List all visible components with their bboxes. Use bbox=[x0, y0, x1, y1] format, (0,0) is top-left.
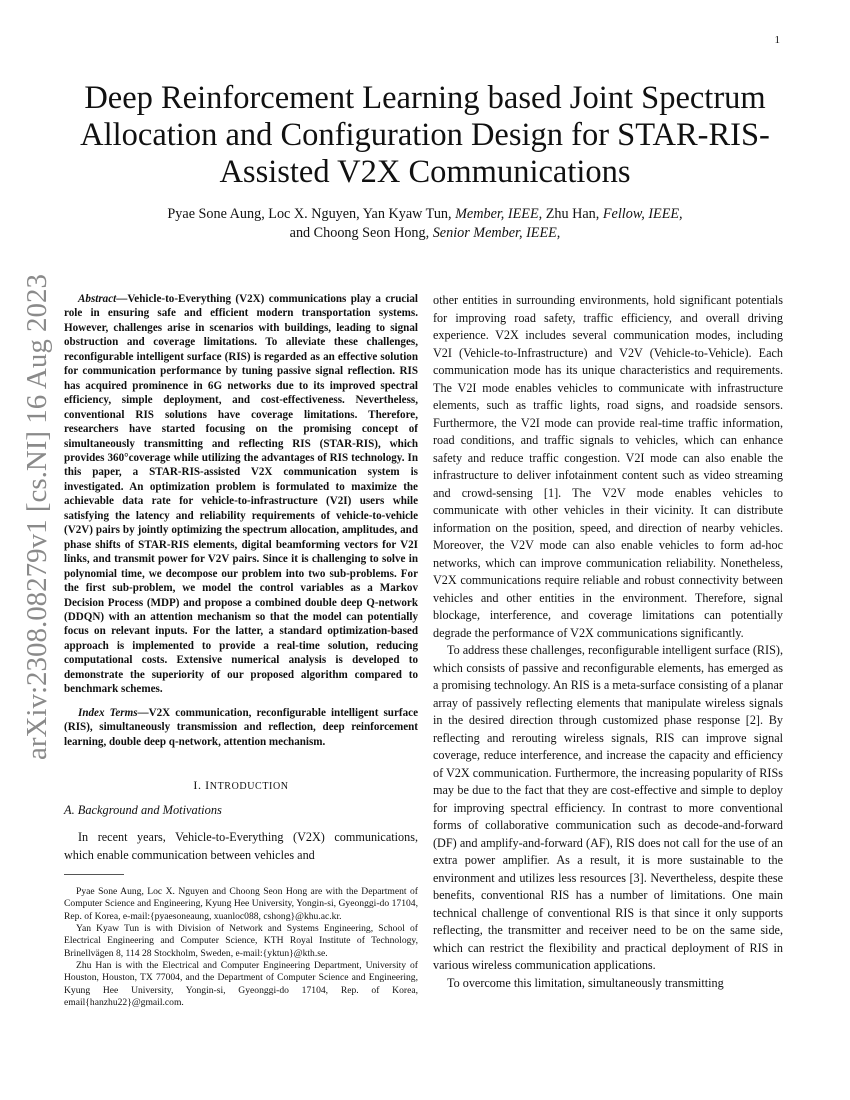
page-number: 1 bbox=[774, 34, 780, 46]
abstract bbox=[64, 292, 418, 697]
index-terms bbox=[64, 706, 418, 749]
left-column bbox=[64, 292, 418, 864]
author-names-1: Pyae Sone Aung, Loc X. Nguyen, Yan Kyaw Tun, bbox=[167, 206, 456, 222]
right-paragraph-3: To overcome this limitation, simultaneously transmitting bbox=[447, 975, 724, 990]
author-line-1 bbox=[60, 205, 790, 224]
arxiv-identifier-watermark bbox=[2, 272, 60, 762]
right-paragraph-2: To address these challenges, reconfigurable intelligent surface (RIS), which consists of passive and reconfigurable elements, has emerged as a promising technology. An RIS is a meta-surface consisting of a planar array of passively reflecting elements that manipulate wireless signals in the desired direction through customized phase response [2]. By reflecting and rerouting wireless signals, RIS can improve signal coverage, reduce interference, and increase the capacity and efficiency of V2X communication. Furthermore, the increasing popularity of RISs may be due to the fact that they are cost-effective and simple to deploy for improving spectral efficiency. In contrast to more conventional forms of collaborative communication such as decode-and-forward (DF) and amplify-and-forward (AF), RIS does not call for the use of an extra power amplifier. As a result, it is more sustainable to the environment and utilizes less resources [3]. Nevertheless, despite these benefits, conventional RIS has a number of limitations. One main technical challenge of conventional RIS is that since it only supports reflecting, the transmitter and receiver need to be on the same side, which can restrict the flexibility and practical deployment of RIS in various wireless communication applications. bbox=[433, 643, 783, 972]
index-terms-label: Index Terms bbox=[78, 706, 138, 719]
footnote-affiliation-khu: Pyae Sone Aung, Loc X. Nguyen and Choong Seon Hong are with the Department of Computer Science and Engineering, Kyung Hee University, Yongin-si, Gyeonggi-do 17104, Rep. of Korea, e-mail:{pyaesoneaung, xuanloc088, cshong}@khu.ac.kr. bbox=[64, 886, 418, 922]
abstract-label: Abstract bbox=[78, 293, 117, 305]
author-names-2: Zhu Han, bbox=[542, 206, 603, 222]
author-role-member: Member, IEEE, bbox=[455, 206, 543, 222]
arxiv-identifier-text: arXiv:2308.08279v1 [cs.NI] 16 Aug 2023 bbox=[21, 273, 53, 760]
footnotes bbox=[64, 886, 418, 1009]
left-body-paragraph: In recent years, Vehicle-to-Everything (V2X) communications, which enable communication between vehicles and bbox=[64, 830, 418, 862]
author-line-2 bbox=[60, 224, 790, 243]
section-title-rest: NTRODUCTION bbox=[209, 781, 289, 793]
abstract-text: —Vehicle-to-Everything (V2X) communications play a crucial role in ensuring safe and efficient modern transportation systems. However, challenges arise in scenarios with buildings, leading to signal obstruction and coverage limitations. To alleviate these challenges, reconfigurable intelligent surface (RIS) is regarded as an effective solution for communication performance by tuning passive signal reflection. RIS has acquired prominence in 6G networks due to its improved spectral efficiency, simple deployment, and cost-effectiveness. Nevertheless, conventional RIS solutions have coverage limitations. Therefore, researchers have started focusing on the promising concept of simultaneously transmitting and reflecting RIS (STAR-RIS), which provides 360°coverage while utilizing the advantages of RIS technology. In this paper, a STAR-RIS-assisted V2X communication system is investigated. An optimization problem is formulated to maximize the achievable data rate for vehicle-to-infrastructure (V2I) users while satisfying the latency and reliability requirements of vehicle-to-vehicle (V2V) pairs by jointly optimizing the spectrum allocation, amplitudes, and phase shifts of STAR-RIS elements, digital beamforming vectors for V2I links, and transmit power for V2V pairs. Since it is challenging to solve in polynomial time, we decompose our problem into two sub-problems. For the first sub-problem, we model the control variables as a Markov Decision Process (MDP) and propose a combined double deep Q-network (DDQN) with an attention mechanism so that the model can potentially focus on relevant inputs. For the latter, a standard optimization-based approach is implemented to provide a real-time solution, reducing computational costs. Extensive numerical analysis is developed to demonstrate the superiority of our proposed algorithm compared to benchmark schemes. bbox=[64, 293, 418, 696]
subsection-heading: A. Background and Motivations bbox=[64, 802, 222, 817]
footnote-affiliation-kth: Yan Kyaw Tun is with Division of Network and Systems Engineering, School of Electrical Engineering and Computer Science, KTH Royal Institute of Technology, Brinellvägen 8, 114 28 Stockholm, Sweden, e-mail:{yktun}@kth.se. bbox=[64, 923, 418, 959]
right-paragraph-1: other entities in surrounding environments, hold significant potentials for improving road safety, traffic efficiency, and overall driving experience. V2X includes several communication modes, including V2I (Vehicle-to-Infrastructure) and V2V (Vehicle-to-Vehicle). Each communication mode has its unique characteristics and requirements. The V2I mode enables vehicles to communicate with infrastructure elements, such as traffic lights, road signs, and roadside sensors. Furthermore, the V2I mode can provide real-time traffic information, road conditions, and traffic signals to vehicles, which can enhance safety and reduce traffic congestion. V2I mode can also enable the infrastructure to deliver infotainment content such as video streaming and crowd-sensing [1]. The V2V mode enables vehicles to communicate with other vehicles in their vicinity. It can distribute information on the position, speed, and direction of nearby vehicles. Moreover, the V2V mode can also enable vehicles to form ad-hoc networks, which can improve communication reliability. Nonetheless, V2X communications require reliable and robust connectivity between vehicles and other entities in the environment. Therefore, signal blockage, interference, and coverage limitations can potentially degrade the performance of V2X communications significantly. bbox=[433, 293, 783, 640]
section-number: I. bbox=[193, 778, 206, 793]
author-role-fellow: Fellow, IEEE, bbox=[602, 206, 683, 222]
footnote-affiliation-houston: Zhu Han is with the Electrical and Computer Engineering Department, University of Houston, Houston, TX 77004, and the Department of Computer Science and Engineering, Kyung Hee University, Yongin-si, Gyeonggi-do 17104, Rep. of Korea, email{hanzhu22}@gmail.com. bbox=[64, 960, 418, 1009]
footnote-rule bbox=[64, 874, 124, 875]
author-role-senior-member: Senior Member, IEEE, bbox=[432, 225, 561, 241]
index-terms-text: —V2X communication, reconfigurable intelligent surface (RIS), simultaneously transmission and reflection, deep reinforcement learning, double deep q-network, attention mechanism. bbox=[64, 706, 418, 748]
author-list bbox=[60, 205, 790, 243]
right-column bbox=[433, 292, 783, 992]
author-names-3: and Choong Seon Hong, bbox=[289, 225, 433, 241]
section-heading-introduction bbox=[64, 777, 418, 796]
section-initial: I bbox=[205, 778, 210, 793]
paper-title: Deep Reinforcement Learning based Joint Spectrum Allocation and Configuration Design for STAR-RIS-Assisted V2X Communications bbox=[80, 80, 770, 190]
